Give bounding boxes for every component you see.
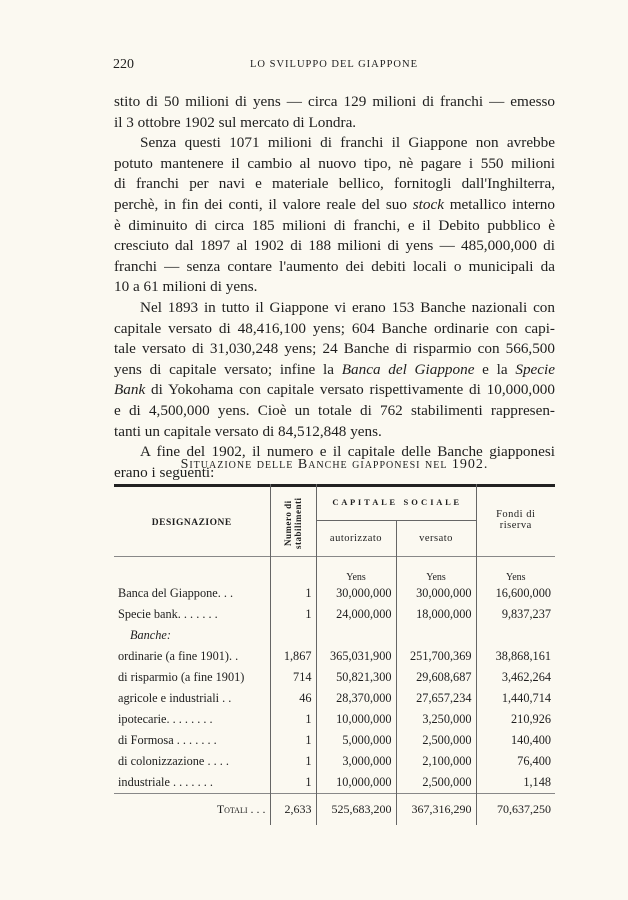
row-fondi: 1,440,714 (476, 688, 555, 709)
table-row (114, 604, 555, 625)
row-autorizzato: 5,000,000 (316, 730, 396, 751)
row-autorizzato: 24,000,000 (316, 604, 396, 625)
row-numero: 1,867 (270, 646, 316, 667)
row-autorizzato: 365,031,900 (316, 646, 396, 667)
totals-autorizzato: 525,683,200 (316, 793, 396, 825)
row-versato: 2,500,000 (396, 772, 476, 794)
unit-versato: Yens (396, 557, 476, 583)
row-fondi: 1,148 (476, 772, 555, 794)
row-versato: 2,100,000 (396, 751, 476, 772)
row-numero: 1 (270, 730, 316, 751)
row-autorizzato: 30,000,000 (316, 583, 396, 604)
italic-term: Banca del Giappone (341, 360, 475, 378)
totals-fondi: 70,637,250 (476, 793, 555, 825)
table-row (114, 772, 555, 794)
row-numero: 1 (270, 583, 316, 604)
text-span: metallico interno (443, 195, 555, 213)
row-designazione: di colonizzazione . . . . (118, 753, 229, 768)
row-designazione: di risparmio (a fine 1901) (118, 669, 245, 684)
row-versato (396, 625, 476, 646)
row-autorizzato: 50,821,300 (316, 667, 396, 688)
table-title: Situazione delle Banche giapponesi nel 1902. (180, 457, 489, 472)
italic-term: Bank (114, 381, 146, 399)
text-line: potuto mantenere il cambio al nuovo tipo, nè pagare i 550 milioni (114, 154, 555, 172)
table-row (114, 709, 555, 730)
text-line (114, 360, 555, 381)
row-designazione: di Formosa . . . . . . . (118, 732, 217, 747)
row-fondi (476, 625, 555, 646)
body-text (114, 92, 555, 483)
row-fondi: 76,400 (476, 751, 555, 772)
unit-autorizzato: Yens (316, 557, 396, 583)
row-designazione: industriale . . . . . . . (118, 774, 213, 789)
table-row (114, 688, 555, 709)
units-blank (270, 557, 316, 583)
row-fondi: 210,926 (476, 709, 555, 730)
row-designazione: Specie bank. . . . . . . (118, 606, 218, 621)
italic-term: stock (412, 195, 444, 213)
row-versato: 251,700,369 (396, 646, 476, 667)
text-line: franchi — senza contare l'aumento dei debiti locali o municipali da (114, 257, 555, 275)
row-designazione: agricole e industriali . . (118, 690, 232, 705)
row-numero: 1 (270, 604, 316, 625)
text-line: erano i seguenti: (114, 463, 215, 481)
totals-numero: 2,633 (270, 793, 316, 825)
text-line (114, 380, 555, 401)
table-row (114, 667, 555, 688)
header-fondi: Fondi di riserva (476, 484, 555, 557)
row-numero: 1 (270, 772, 316, 794)
header-numero (270, 484, 316, 557)
row-versato: 29,608,687 (396, 667, 476, 688)
text-line (114, 195, 555, 216)
row-autorizzato (316, 625, 396, 646)
text-span: e la (474, 360, 516, 378)
row-autorizzato: 10,000,000 (316, 772, 396, 794)
row-designazione: ipotecarie. . . . . . . . (118, 711, 213, 726)
row-fondi: 16,600,000 (476, 583, 555, 604)
row-autorizzato: 10,000,000 (316, 709, 396, 730)
row-numero: 1 (270, 751, 316, 772)
table-row (114, 751, 555, 772)
text-line: tale versato di 31,030,248 yens; 24 Banche di risparmio con 566,500 (114, 340, 555, 358)
text-line: Senza questi 1071 milioni di franchi il Giappone non avrebbe (140, 134, 555, 152)
row-versato: 3,250,000 (396, 709, 476, 730)
text-line: capitale versato di 48,416,100 yens; 604 Banche ordinarie con capi- (114, 319, 555, 337)
row-versato: 18,000,000 (396, 604, 476, 625)
text-line: tanti un capitale versato di 84,512,848 yens. (114, 422, 382, 440)
units-blank (114, 557, 270, 583)
text-line: cresciuto dal 1897 al 1902 di 188 milioni di yens — 485,000,000 di (114, 237, 555, 255)
italic-term: Specie (515, 360, 555, 378)
row-numero: 1 (270, 709, 316, 730)
row-numero: 714 (270, 667, 316, 688)
table-row (114, 583, 555, 604)
row-autorizzato: 28,370,000 (316, 688, 396, 709)
unit-fondi: Yens (476, 557, 555, 583)
text-line: il 3 ottobre 1902 sul mercato di Londra. (114, 113, 357, 131)
header-designazione: DESIGNAZIONE (151, 518, 232, 528)
text-span: yens di capitale versato; infine la (114, 360, 342, 378)
row-designazione: ordinarie (a fine 1901). . (118, 648, 239, 663)
table-row (114, 646, 555, 667)
header-numero-text: Numero di stabilimenti (283, 497, 303, 549)
table-row (114, 730, 555, 751)
row-designazione: Banca del Giappone. . . (118, 585, 234, 600)
running-title: LO SVILUPPO DEL GIAPPONE (250, 59, 418, 70)
header-versato: versato (396, 520, 476, 556)
banks-table (114, 484, 555, 825)
text-line: Nel 1893 in tutto il Giappone vi erano 153 Banche nazionali con (140, 298, 555, 316)
totals-versato: 367,316,290 (396, 793, 476, 825)
header-capitale-sociale: C A P I T A L E S O C I A L E (316, 484, 476, 520)
row-numero: 46 (270, 688, 316, 709)
row-fondi: 3,462,264 (476, 667, 555, 688)
table-row (114, 625, 555, 646)
text-line: stito di 50 milioni di yens — circa 129 milioni di franchi — emesso (114, 93, 555, 110)
header-autorizzato: autorizzato (316, 520, 396, 556)
text-line: 10 a 61 milioni di yens. (114, 278, 258, 296)
row-versato: 2,500,000 (396, 730, 476, 751)
row-versato: 30,000,000 (396, 583, 476, 604)
row-autorizzato: 3,000,000 (316, 751, 396, 772)
text-line: e di 4,500,000 yens. Cioè un totale di 762 stabilimenti rappresen- (114, 401, 555, 419)
totals-label: Totali . . . (114, 793, 270, 825)
row-designazione: Banche: (130, 627, 171, 642)
page-number: 220 (113, 57, 134, 72)
text-line: A fine del 1902, il numero e il capitale delle Banche giapponesi (140, 443, 555, 461)
row-fondi: 9,837,237 (476, 604, 555, 625)
text-line: di franchi per navi e materiale bellico, fornitogli dall'Inghilterra, (114, 175, 555, 193)
text-line: è diminuito di circa 185 milioni di franchi, e il Debito pubblico è (114, 216, 555, 234)
row-versato: 27,657,234 (396, 688, 476, 709)
text-span: di Yokohama con capitale versato rispettivamente di 10,000,000 (145, 381, 555, 399)
text-span: perchè, in fin dei conti, il valore reale del suo (114, 195, 413, 213)
row-fondi: 38,868,161 (476, 646, 555, 667)
row-fondi: 140,400 (476, 730, 555, 751)
row-numero (270, 625, 316, 646)
